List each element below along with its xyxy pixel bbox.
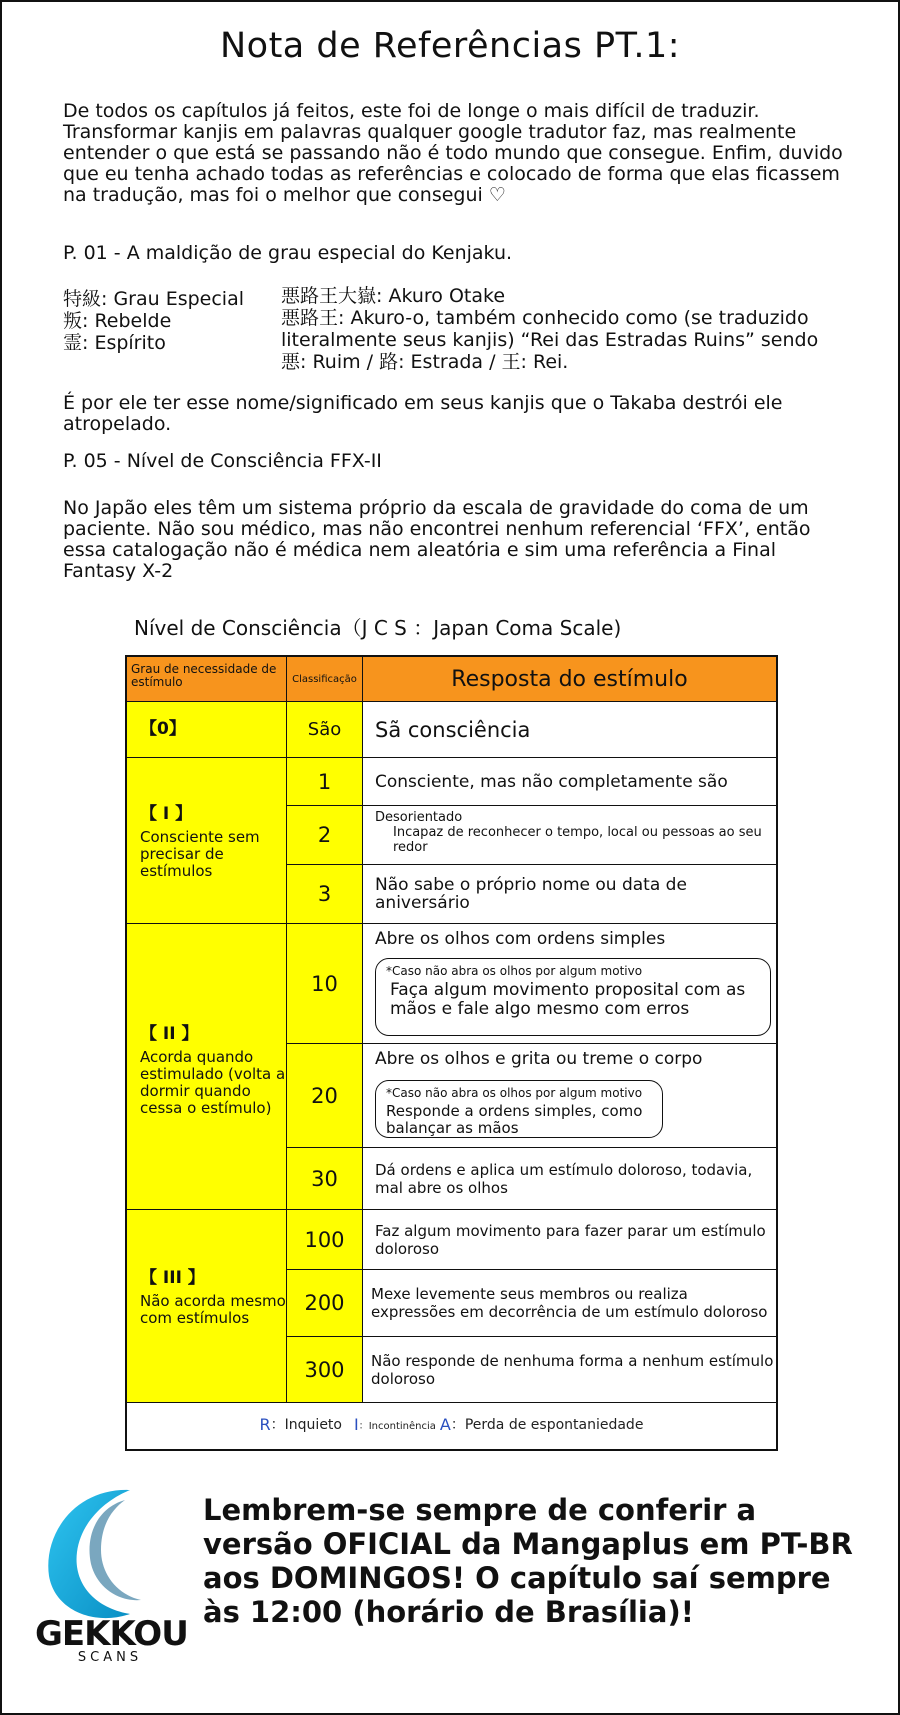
response-subtext: Incapaz de reconhecer o tempo, local ou pessoas ao seu redor xyxy=(393,825,762,855)
header-grade: Grau de necessidade de estímulo xyxy=(127,657,287,702)
header-classification: Classificação xyxy=(287,657,363,702)
classification-cell: 300 xyxy=(287,1337,363,1403)
grade-label: 【 II 】 xyxy=(140,1024,199,1044)
kanji-term: 特級: Grau Especial xyxy=(63,288,245,310)
response-note xyxy=(375,958,771,1036)
grade-label: 【 III 】 xyxy=(140,1268,205,1288)
classification-cell: São xyxy=(287,702,363,758)
response-cell: Mexe levemente seus membros ou realiza expressões em decorrência de um estímulo doloroso xyxy=(363,1270,776,1337)
kanji-term: 悪路王: Akuro-o, também conhecido como (se traduzido literalmente seus kanjis) “Rei das Estradas Ruins” sendo xyxy=(281,307,819,351)
grade-0 xyxy=(127,702,287,758)
classification-cell: 200 xyxy=(287,1270,363,1337)
grade-2 xyxy=(127,924,287,1210)
response-cell: Consciente, mas não completamente são xyxy=(363,758,776,806)
response-cell xyxy=(363,1044,776,1148)
response-cell: Não sabe o próprio nome ou data de aniversário xyxy=(363,865,776,924)
table-title: Nível de Consciência（J C S ：Japan Coma Scale) xyxy=(134,616,622,640)
response-text: Abre os olhos e grita ou treme o corpo xyxy=(375,1049,703,1069)
ref1-explanation: É por ele ter esse nome/significado em seus kanjis que o Takaba destrói ele atropelado. xyxy=(63,392,783,435)
coma-scale-table xyxy=(125,655,778,1451)
note-heading: *Caso não abra os olhos por algum motivo xyxy=(386,1086,643,1100)
note-text: Faça algum movimento proposital com as mãos e fale algo mesmo com erros xyxy=(390,980,746,1019)
grade-1 xyxy=(127,758,287,924)
kanji-glossary-left xyxy=(63,288,273,354)
classification-cell: 1 xyxy=(287,758,363,806)
ref1-heading: P. 01 - A maldição de grau especial do Kenjaku. xyxy=(63,242,513,264)
legend-key-i: I xyxy=(354,1414,359,1434)
legend-text-r: ：Inquieto xyxy=(270,1417,342,1433)
classification-cell: 100 xyxy=(287,1210,363,1270)
logo-wordmark: GEKKOU xyxy=(35,1614,188,1654)
header-response: Resposta do estímulo xyxy=(363,657,776,702)
response-cell xyxy=(363,806,776,865)
table-legend xyxy=(127,1399,776,1449)
response-cell: Dá ordens e aplica um estímulo doloroso, todavia, mal abre os olhos xyxy=(363,1148,776,1210)
classification-cell: 2 xyxy=(287,806,363,865)
response-cell: Sã consciência xyxy=(363,702,776,758)
ref2-heading: P. 05 - Nível de Consciência FFX-II xyxy=(63,450,382,472)
response-cell xyxy=(363,924,776,1044)
grade-label: 【0】 xyxy=(140,719,186,739)
response-cell: Não responde de nenhuma forma a nenhum estímulo doloroso xyxy=(363,1337,776,1403)
ref2-explanation: No Japão eles têm um sistema próprio da escala de gravidade do coma de um paciente. Não sou médico, mas não encontrei nenhum referencial ‘FFX’, então essa catalogação não é médica nem aleatória e sim uma referência a Final Fantasy X-2 xyxy=(63,497,811,582)
note-heading: *Caso não abra os olhos por algum motivo xyxy=(386,964,643,978)
response-text: Desorientado xyxy=(375,810,463,825)
kanji-glossary-right xyxy=(281,285,861,373)
grade-description: Não acorda mesmo com estímulos xyxy=(140,1292,286,1327)
legend-text-i: ：Incontinência xyxy=(358,1420,436,1432)
kanji-term: 霊: Espírito xyxy=(63,332,166,354)
grade-3 xyxy=(127,1210,287,1403)
grade-description: Consciente sem precisar de estímulos xyxy=(140,828,260,880)
grade-description: Acorda quando estimulado (volta a dormir quando cessa o estímulo) xyxy=(140,1048,286,1117)
note-text: Responde a ordens simples, como balançar as mãos xyxy=(386,1102,643,1137)
page-title: Nota de Referências PT.1: xyxy=(219,26,681,66)
kanji-term: 叛: Rebelde xyxy=(63,310,172,332)
classification-cell: 20 xyxy=(287,1044,363,1148)
response-note xyxy=(375,1080,663,1138)
legend-key-r: R xyxy=(259,1414,271,1434)
classification-cell: 3 xyxy=(287,865,363,924)
legend-text-a: ：Perda de espontaniedade xyxy=(450,1417,644,1433)
kanji-term: 悪: Ruim / 路: Estrada / 王: Rei. xyxy=(281,351,569,373)
mangaplus-reminder: Lembrem-se sempre de conferir a versão OFICIAL da Mangaplus em PT-BR aos DOMINGOS! O capítulo saí sempre às 12:00 (horário de Brasília)! xyxy=(203,1493,853,1629)
classification-cell: 10 xyxy=(287,924,363,1044)
intro-paragraph: De todos os capítulos já feitos, este foi de longe o mais difícil de traduzir. Transformar kanjis em palavras qualquer google tradutor faz, mas realmente entender o que está se passando não é todo mundo que consegue. Enfim, duvido que eu tenha achado todas as referências e colocado de forma que elas ficassem na tradução, mas foi o melhor que consegui ♡ xyxy=(63,100,843,206)
response-text: Abre os olhos com ordens simples xyxy=(375,929,666,949)
logo-subtitle: SCANS xyxy=(77,1650,143,1665)
classification-cell: 30 xyxy=(287,1148,363,1210)
response-cell: Faz algum movimento para fazer parar um estímulo doloroso xyxy=(363,1210,776,1270)
kanji-term: 悪路王大嶽: Akuro Otake xyxy=(281,285,506,307)
legend-key-a: A xyxy=(439,1414,451,1434)
grade-label: 【 I 】 xyxy=(140,804,193,824)
